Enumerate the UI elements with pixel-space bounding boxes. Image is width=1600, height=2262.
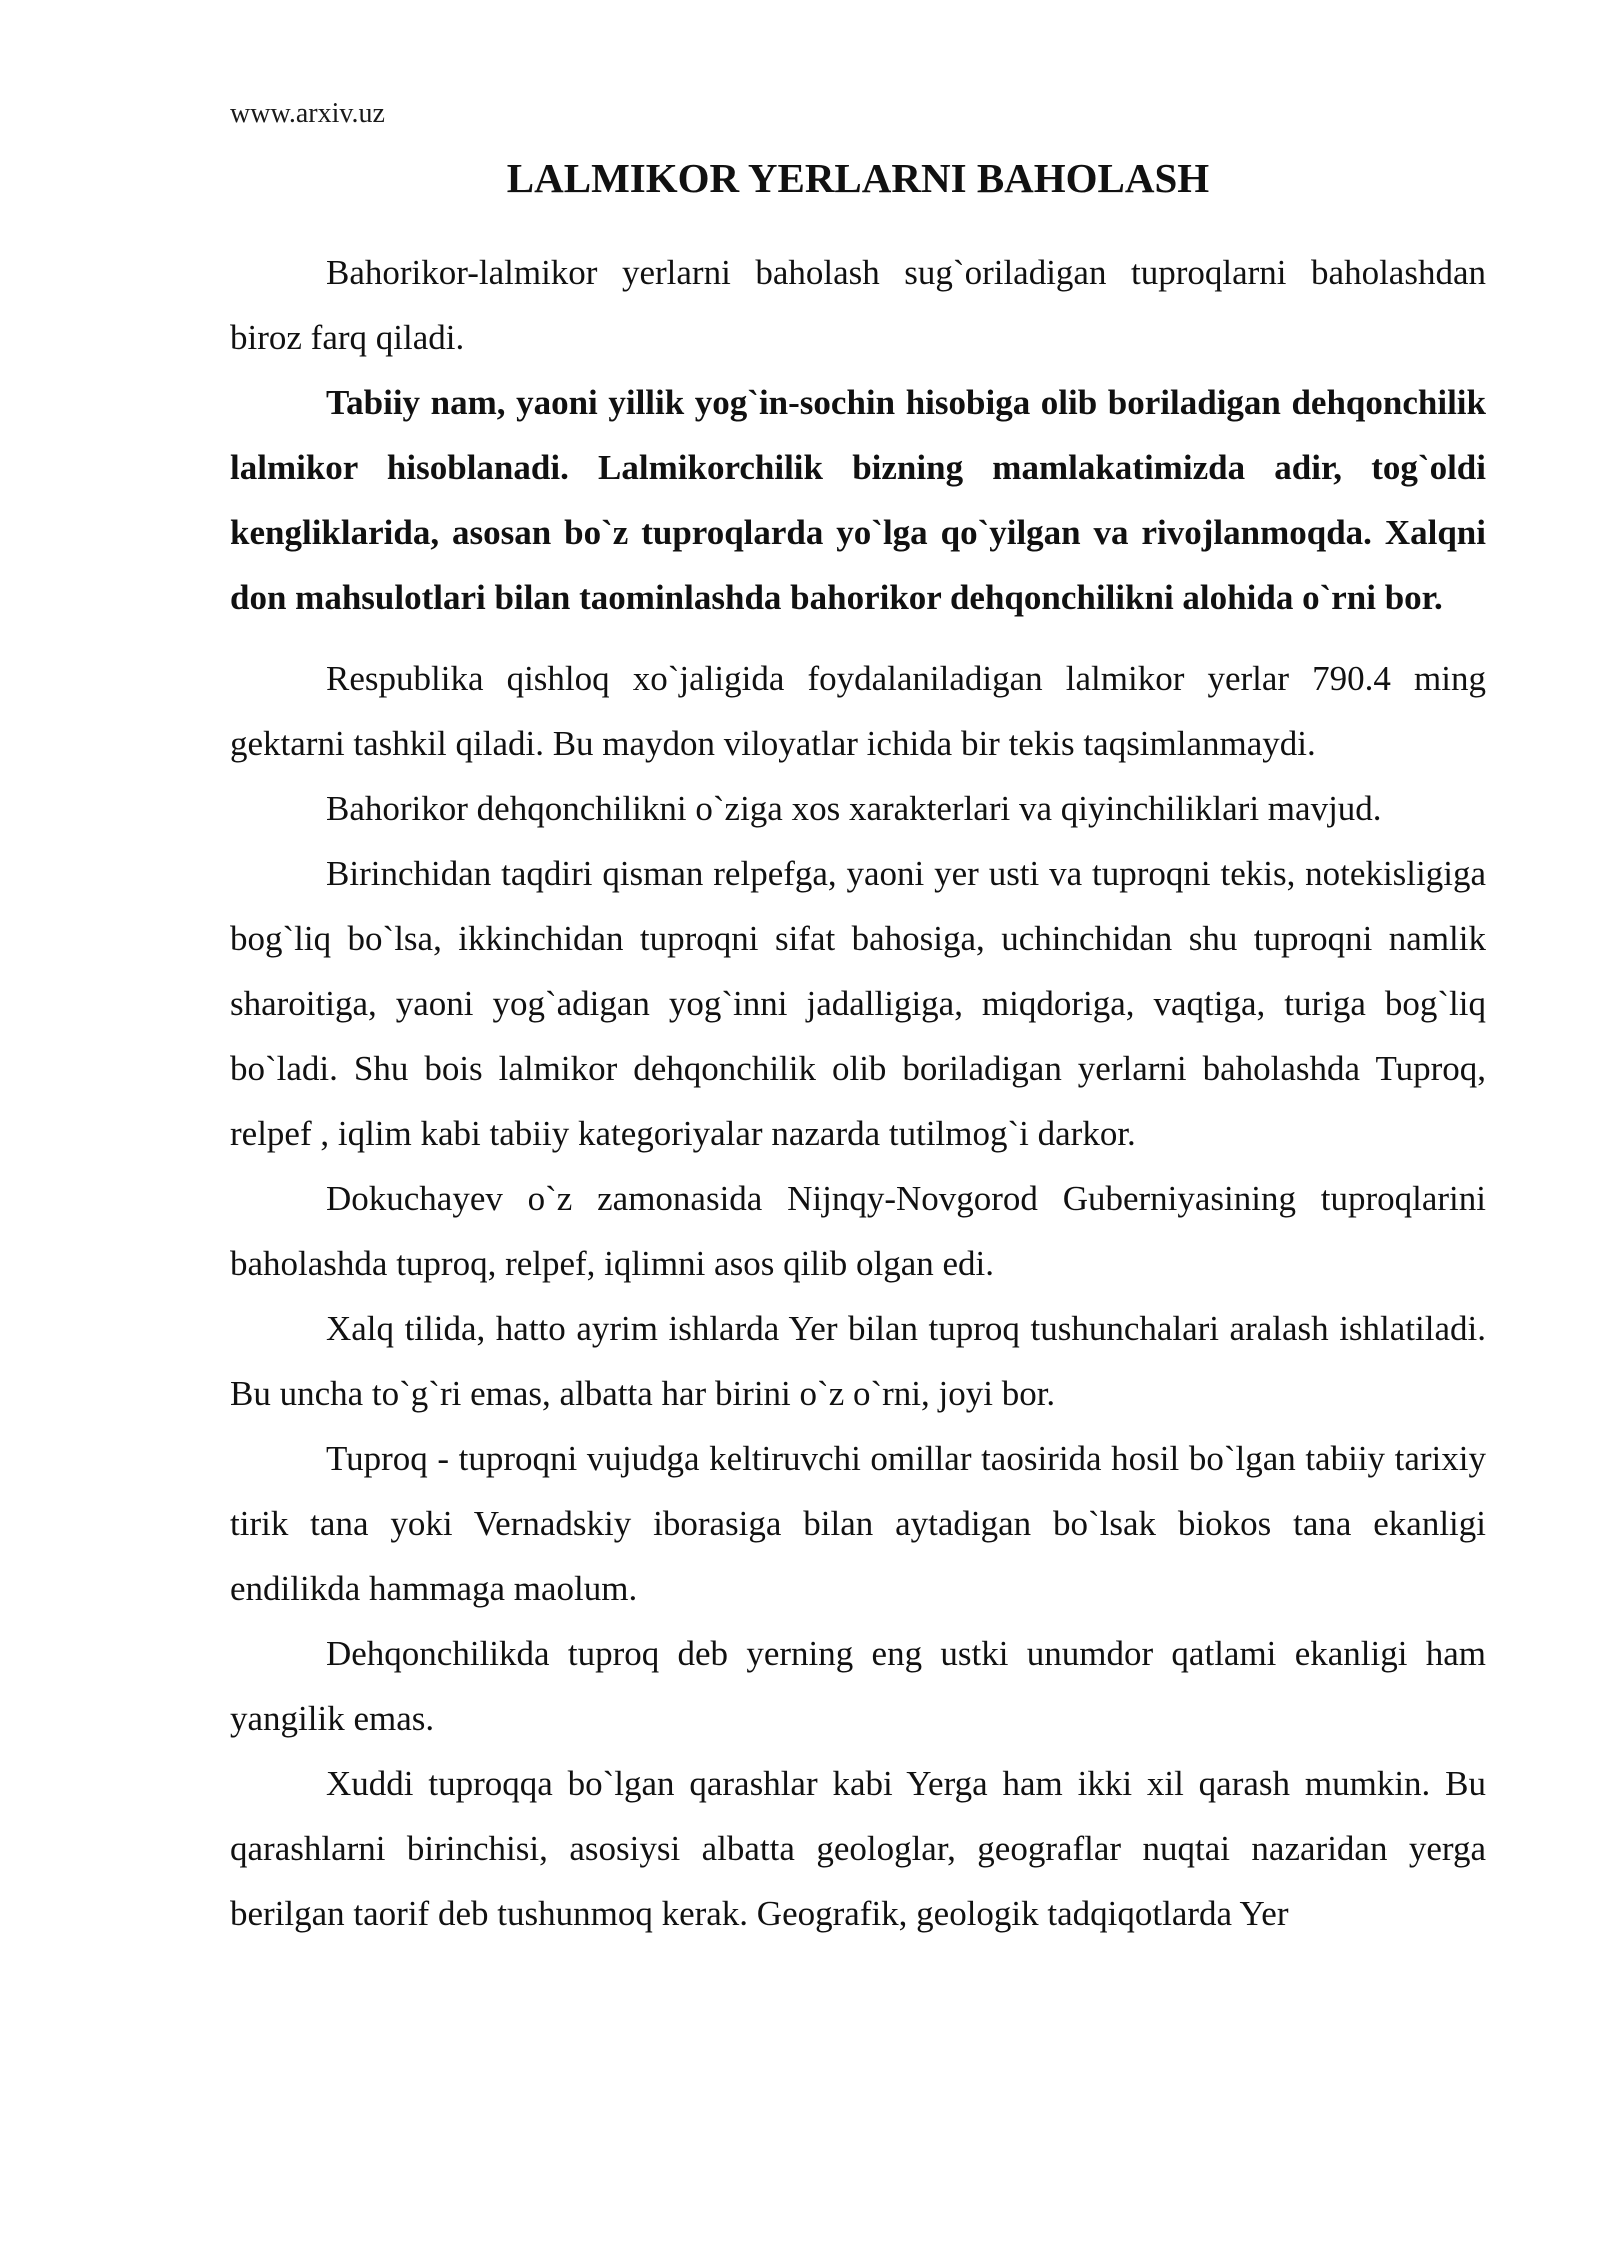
paragraph-dokuchayev: Dokuchayev o`z zamonasida Nijnqy-Novgorod Guberniyasining tuproqlarini baholashda tuproq, relpef, iqlimni asos qilib olgan edi. bbox=[230, 1179, 1486, 1283]
paragraph-farming-soil: Dehqonchilikda tuproq deb yerning eng ustki unumdor qatlami ekanligi ham yangilik emas. bbox=[230, 1634, 1486, 1738]
paragraph-definition-bold: Tabiiy nam, yaoni yillik yog`in-sochin hisobiga olib boriladigan dehqonchilik lalmikor hisoblanadi. Lalmikorchilik bizning mamlakatimizda adir, tog`oldi kengliklarida, asosan bo`z tuproqlarda yo`lga qo`yilgan va rivojlanmoqda. Xalqni don mahsulotlari bilan taominlashda bahorikor dehqonchilikni alohida o`rni bor. bbox=[230, 383, 1486, 617]
document-title: LALMIKOR YERLARNI BAHOLASH bbox=[506, 155, 1210, 201]
paragraph-earth-views: Xuddi tuproqqa bo`lgan qarashlar kabi Yerga ham ikki xil qarash mumkin. Bu qarashlarni birinchisi, asosiysi albatta geologlar, geograflar nuqtai nazaridan yerga berilgan taorif deb tushunmoq kerak. Geografik, geologik tadqiqotlarda Yer bbox=[230, 1764, 1486, 1933]
paragraph-characteristics: Bahorikor dehqonchilikni o`ziga xos xarakterlari va qiyinchiliklari mavjud. bbox=[326, 789, 1382, 828]
paragraph-factors: Birinchidan taqdiri qisman relpefga, yaoni yer usti va tuproqni tekis, notekisligiga bog`liq bo`lsa, ikkinchidan tuproqni sifat bahosiga, uchinchidan shu tuproqni namlik sharoitiga, yaoni yog`adigan yog`inni jadalligiga, miqdoriga, vaqtiga, turiga bog`liq bo`ladi. Shu bois lalmikor dehqonchilik olib boriladigan yerlarni baholashda Tuproq, relpef , iqlim kabi tabiiy kategoriyalar nazarda tutilmog`i darkor. bbox=[230, 854, 1486, 1153]
paragraph-republic-area: Respublika qishloq xo`jaligida foydalaniladigan lalmikor yerlar 790.4 ming gektarni tashkil qiladi. Bu maydon viloyatlar ichida bir tekis taqsimlanmaydi. bbox=[230, 659, 1486, 763]
site-url: www.arxiv.uz bbox=[230, 98, 385, 129]
paragraph-folk-language: Xalq tilida, hatto ayrim ishlarda Yer bilan tuproq tushunchalari aralash ishlatiladi. Bu uncha to`g`ri emas, albatta har birini o`z o`rni, joyi bor. bbox=[230, 1309, 1486, 1413]
document-body bbox=[230, 240, 1486, 1946]
paragraph-soil-definition: Tuproq - tuproqni vujudga keltiruvchi omillar taosirida hosil bo`lgan tabiiy tarixiy tirik tana yoki Vernadskiy iborasiga bilan aytadigan bo`lsak biokos tana ekanligi endilikda hammaga maolum. bbox=[230, 1439, 1486, 1608]
paragraph-intro: Bahorikor-lalmikor yerlarni baholash sug`oriladigan tuproqlarni baholashdan biroz farq qiladi. bbox=[230, 253, 1486, 357]
